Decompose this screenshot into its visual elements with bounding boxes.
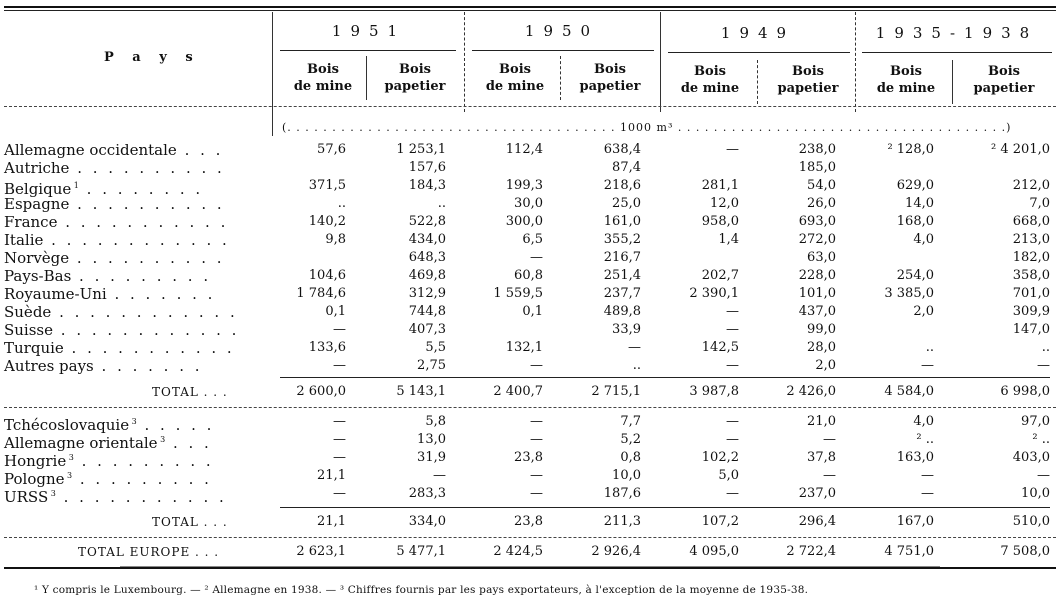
total-east-rule-bottom: [4, 537, 1056, 538]
west-cell-11-3: —: [628, 340, 641, 355]
west-cell-7-2: 60,8: [514, 268, 543, 283]
west-cell-8-7: 701,0: [1012, 286, 1050, 301]
west-cell-7-1: 469,8: [408, 268, 446, 283]
west-cell-0-5: 238,0: [798, 142, 836, 157]
west-cell-8-6: 3 385,0: [884, 286, 934, 301]
col-bois-papetier-1935: Bois papetier: [973, 64, 1035, 96]
west-cell-3-2: 30,0: [514, 196, 543, 211]
total-west-rule-bottom: [4, 407, 1056, 408]
west-country-11: [4, 339, 235, 357]
west-cell-9-2: 0,1: [522, 304, 543, 319]
west-cell-9-6: 2,0: [913, 304, 934, 319]
west-cell-9-7: 309,9: [1012, 304, 1050, 319]
leader-dots: . . .: [165, 434, 212, 452]
total-east-rule-top: [280, 507, 1050, 508]
west-cell-10-5: 99,0: [807, 322, 836, 337]
country-name: Norvège: [4, 249, 70, 267]
leader-dots: . . . . . . . . . . .: [57, 213, 229, 231]
leader-dots: . . . . . . . . . . . .: [43, 231, 230, 249]
west-cell-4-6: 168,0: [896, 214, 934, 229]
leader-dots: . . . . .: [136, 416, 215, 434]
west-cell-11-2: 132,1: [505, 340, 543, 355]
west-cell-11-4: 142,5: [701, 340, 739, 355]
west-cell-5-6: 4,0: [913, 232, 934, 247]
top-rule-thin: [4, 10, 1056, 11]
total-europe-cell-0: 2 623,1: [296, 544, 346, 559]
west-cell-8-0: 1 784,6: [296, 286, 346, 301]
year-underline-1950: [472, 50, 654, 51]
country-name: Espagne: [4, 195, 70, 213]
subdivider-1951: [366, 56, 367, 100]
country-name: Suisse: [4, 321, 54, 339]
west-cell-2-0: 371,5: [308, 178, 346, 193]
leader-dots: . . . . . . . . . .: [69, 159, 225, 177]
west-cell-1-5: 185,0: [798, 160, 836, 175]
year-underline-1951: [280, 50, 456, 51]
leader-dots: . . .: [176, 141, 224, 159]
divider-1951: [464, 12, 465, 112]
east-cell-4-3: 187,6: [603, 486, 641, 501]
west-cell-11-6: ..: [925, 340, 934, 355]
west-cell-10-3: 33,9: [612, 322, 641, 337]
west-cell-9-0: 0,1: [325, 304, 346, 319]
east-cell-1-7: ² ..: [1032, 432, 1050, 447]
east-cell-3-3: 10,0: [612, 468, 641, 483]
west-cell-7-5: 228,0: [798, 268, 836, 283]
country-name: Allemagne orientale: [4, 434, 158, 452]
west-cell-11-5: 28,0: [807, 340, 836, 355]
header-rule: [4, 106, 1056, 107]
west-cell-6-1: 648,3: [408, 250, 446, 265]
leader-dots: . . . . . . . . . .: [69, 195, 225, 213]
west-cell-5-7: 213,0: [1012, 232, 1050, 247]
total-east-cell-0: 21,1: [317, 514, 346, 529]
subdivider-1950: [560, 56, 561, 100]
footnote-marker: 3: [48, 489, 56, 498]
total-east-cell-6: 167,0: [896, 514, 934, 529]
west-cell-4-7: 668,0: [1012, 214, 1050, 229]
east-cell-2-4: 102,2: [701, 450, 739, 465]
total-west-cell-3: 2 715,1: [591, 384, 641, 399]
west-cell-0-4: —: [726, 142, 739, 157]
total-europe-cell-3: 2 926,4: [591, 544, 641, 559]
col-bois-de-mine-1949: Bois de mine: [680, 64, 740, 96]
west-cell-7-0: 104,6: [308, 268, 346, 283]
west-cell-12-2: —: [530, 358, 543, 373]
east-cell-4-5: 237,0: [798, 486, 836, 501]
col-bois-papetier-1950: Bois papetier: [579, 62, 641, 94]
col-bois-papetier-1949: Bois papetier: [777, 64, 839, 96]
west-cell-1-3: 87,4: [612, 160, 641, 175]
top-rule: [4, 6, 1056, 8]
west-cell-11-1: 5,5: [425, 340, 446, 355]
east-cell-2-6: 163,0: [896, 450, 934, 465]
east-cell-4-4: —: [726, 486, 739, 501]
col-bois-de-mine-1950: Bois de mine: [485, 62, 545, 94]
west-cell-5-3: 355,2: [603, 232, 641, 247]
footnote-marker: 3: [66, 453, 74, 462]
west-cell-9-3: 489,8: [603, 304, 641, 319]
country-name: Pologne: [4, 470, 65, 488]
west-cell-10-0: —: [333, 322, 346, 337]
west-cell-0-1: 1 253,1: [396, 142, 446, 157]
east-cell-3-7: —: [1037, 468, 1050, 483]
east-cell-0-5: 21,0: [807, 414, 836, 429]
leader-dots: . . . . . . .: [106, 285, 216, 303]
west-country-7: [4, 267, 211, 285]
west-country-8: [4, 285, 215, 303]
west-cell-3-7: 7,0: [1029, 196, 1050, 211]
west-country-4: [4, 213, 228, 231]
east-cell-1-4: —: [726, 432, 739, 447]
west-cell-0-6: ² 128,0: [887, 142, 934, 157]
total-west-cell-7: 6 998,0: [1000, 384, 1050, 399]
east-cell-0-4: —: [726, 414, 739, 429]
total-europe-label: TOTAL EUROPE . . .: [78, 545, 220, 559]
footnote: ¹ Y compris le Luxembourg. — ² Allemagne en 1938. — ³ Chiffres fournis par les pays exportateurs, à l'exception de la moyenne de 1935-38.: [34, 584, 809, 596]
west-cell-8-2: 1 559,5: [493, 286, 543, 301]
leader-dots: . . . . . . . . . . .: [55, 488, 227, 506]
west-cell-9-5: 437,0: [798, 304, 836, 319]
west-cell-7-3: 251,4: [603, 268, 641, 283]
west-country-12: [4, 357, 203, 375]
total-europe-cell-1: 5 477,1: [396, 544, 446, 559]
country-name: Royaume-Uni: [4, 285, 107, 303]
divider-1950: [660, 12, 661, 112]
total-west-cell-6: 4 584,0: [884, 384, 934, 399]
west-cell-0-0: 57,6: [317, 142, 346, 157]
west-cell-10-7: 147,0: [1012, 322, 1050, 337]
west-cell-2-1: 184,3: [408, 178, 446, 193]
footnote-marker: 3: [157, 435, 166, 444]
west-country-5: [4, 231, 230, 249]
west-country-1: [4, 159, 225, 177]
west-cell-11-7: ..: [1041, 340, 1050, 355]
country-name: Autriche: [4, 159, 70, 177]
west-cell-3-6: 14,0: [905, 196, 934, 211]
year-underline-1949: [668, 52, 850, 53]
west-cell-4-2: 300,0: [505, 214, 543, 229]
west-cell-3-3: 25,0: [612, 196, 641, 211]
leader-dots: . . . . . . . . . . . .: [53, 321, 240, 339]
country-name: Italie: [4, 231, 44, 249]
total-west-cell-4: 3 987,8: [689, 384, 739, 399]
west-cell-2-5: 54,0: [807, 178, 836, 193]
total-europe-cell-5: 2 722,4: [786, 544, 836, 559]
west-cell-4-4: 958,0: [701, 214, 739, 229]
east-cell-2-2: 23,8: [514, 450, 543, 465]
west-cell-3-4: 12,0: [710, 196, 739, 211]
divider-1949: [855, 12, 856, 112]
subdivider-1935: [952, 60, 953, 104]
leader-dots: . . . . . . . . . . .: [63, 339, 235, 357]
leader-dots: . . . . . . . . .: [72, 470, 212, 488]
country-name: France: [4, 213, 58, 231]
east-cell-3-5: —: [823, 468, 836, 483]
country-name: Suède: [4, 303, 52, 321]
country-name: Pays-Bas: [4, 267, 72, 285]
west-cell-6-3: 216,7: [603, 250, 641, 265]
east-cell-0-0: —: [333, 414, 346, 429]
west-cell-4-3: 161,0: [603, 214, 641, 229]
east-cell-0-3: 7,7: [620, 414, 641, 429]
west-cell-8-1: 312,9: [408, 286, 446, 301]
east-cell-4-1: 283,3: [408, 486, 446, 501]
west-cell-2-4: 281,1: [701, 178, 739, 193]
total-europe-cell-6: 4 751,0: [884, 544, 934, 559]
total-east-cell-4: 107,2: [701, 514, 739, 529]
west-cell-8-3: 237,7: [603, 286, 641, 301]
unit-line: (. . . . . . . . . . . . . . . . . . . . . . . . . . . . . . . . . . . . . 1000 m³ . . . . . . . . . . . . . . . . . . . . . . . . . . . . . . . . . . . . .): [282, 121, 1012, 134]
east-cell-2-7: 403,0: [1012, 450, 1050, 465]
year-header-1949: 1949: [720, 24, 796, 42]
west-cell-7-4: 202,7: [701, 268, 739, 283]
divider-pays: [272, 12, 273, 136]
total-east-cell-3: 211,3: [603, 514, 641, 529]
col-bois-papetier-1951: Bois papetier: [384, 62, 446, 94]
country-name: Belgique: [4, 180, 72, 198]
west-cell-9-4: —: [726, 304, 739, 319]
leader-dots: . . . . . . . . . .: [69, 249, 225, 267]
west-country-10: [4, 321, 239, 339]
west-cell-9-1: 744,8: [408, 304, 446, 319]
west-cell-12-6: —: [921, 358, 934, 373]
west-cell-5-2: 6,5: [522, 232, 543, 247]
east-cell-1-0: —: [333, 432, 346, 447]
east-cell-2-0: —: [333, 450, 346, 465]
east-cell-4-0: —: [333, 486, 346, 501]
total-west-label: TOTAL . . .: [152, 385, 228, 399]
east-cell-4-6: —: [921, 486, 934, 501]
total-europe-cell-4: 4 095,0: [689, 544, 739, 559]
west-country-6: [4, 249, 225, 267]
west-cell-10-1: 407,3: [408, 322, 446, 337]
west-cell-0-2: 112,4: [505, 142, 543, 157]
footnote-rule: [120, 566, 940, 567]
country-name: Allemagne occidentale: [4, 141, 177, 159]
total-east-cell-7: 510,0: [1012, 514, 1050, 529]
east-cell-0-7: 97,0: [1021, 414, 1050, 429]
total-west-rule-top: [280, 377, 1050, 378]
west-cell-8-4: 2 390,1: [689, 286, 739, 301]
west-cell-1-1: 157,6: [408, 160, 446, 175]
west-cell-6-7: 182,0: [1012, 250, 1050, 265]
year-header-1951: 1951: [331, 22, 407, 40]
east-cell-3-2: —: [530, 468, 543, 483]
west-country-3: [4, 195, 225, 213]
east-cell-2-1: 31,9: [417, 450, 446, 465]
country-name: Turquie: [4, 339, 64, 357]
total-west-cell-0: 2 600,0: [296, 384, 346, 399]
total-europe-cell-2: 2 424,5: [493, 544, 543, 559]
west-cell-0-3: 638,4: [603, 142, 641, 157]
leader-dots: . . . . . . . . . . . .: [51, 303, 238, 321]
west-cell-2-7: 212,0: [1012, 178, 1050, 193]
pays-header: P a y s: [104, 50, 200, 65]
east-cell-3-6: —: [921, 468, 934, 483]
leader-dots: . . . . . . . . .: [73, 452, 214, 470]
west-cell-4-5: 693,0: [798, 214, 836, 229]
total-east-cell-5: 296,4: [798, 514, 836, 529]
leader-dots: . . . . . . .: [93, 357, 203, 375]
west-cell-0-7: ² 4 201,0: [991, 142, 1050, 157]
west-cell-5-1: 434,0: [408, 232, 446, 247]
bottom-rule: [4, 567, 1056, 569]
west-cell-12-1: 2,75: [417, 358, 446, 373]
east-cell-0-2: —: [530, 414, 543, 429]
east-cell-2-3: 0,8: [620, 450, 641, 465]
west-cell-5-0: 9,8: [325, 232, 346, 247]
east-cell-3-1: —: [433, 468, 446, 483]
west-cell-11-0: 133,6: [308, 340, 346, 355]
footnote-marker: 3: [129, 417, 137, 426]
west-cell-12-3: ..: [632, 358, 641, 373]
year-header-1950: 1950: [524, 22, 600, 40]
west-cell-4-1: 522,8: [408, 214, 446, 229]
west-cell-2-6: 629,0: [896, 178, 934, 193]
west-cell-12-5: 2,0: [815, 358, 836, 373]
west-cell-2-2: 199,3: [505, 178, 543, 193]
total-west-cell-2: 2 400,7: [493, 384, 543, 399]
west-cell-10-4: —: [726, 322, 739, 337]
east-cell-3-0: 21,1: [317, 468, 346, 483]
leader-dots: . . . . . . . . .: [71, 267, 212, 285]
total-west-cell-5: 2 426,0: [786, 384, 836, 399]
west-cell-12-4: —: [726, 358, 739, 373]
east-cell-4-7: 10,0: [1021, 486, 1050, 501]
west-country-9: [4, 303, 238, 321]
west-cell-8-5: 101,0: [798, 286, 836, 301]
east-cell-4-2: —: [530, 486, 543, 501]
leader-dots: . . . . . . . .: [78, 180, 204, 198]
total-west-cell-1: 5 143,1: [396, 384, 446, 399]
east-cell-0-1: 5,8: [425, 414, 446, 429]
west-cell-2-3: 218,6: [603, 178, 641, 193]
west-cell-5-4: 1,4: [718, 232, 739, 247]
east-cell-0-6: 4,0: [913, 414, 934, 429]
country-name: Hongrie: [4, 452, 67, 470]
total-east-cell-1: 334,0: [408, 514, 446, 529]
west-cell-12-0: —: [333, 358, 346, 373]
total-east-label: TOTAL . . .: [152, 515, 228, 529]
col-bois-de-mine-1951: Bois de mine: [293, 62, 353, 94]
west-country-0: [4, 141, 223, 159]
west-cell-6-5: 63,0: [807, 250, 836, 265]
country-name: Autres pays: [4, 357, 94, 375]
total-east-cell-2: 23,8: [514, 514, 543, 529]
west-cell-5-5: 272,0: [798, 232, 836, 247]
east-cell-3-4: 5,0: [718, 468, 739, 483]
east-cell-1-3: 5,2: [620, 432, 641, 447]
west-cell-7-6: 254,0: [896, 268, 934, 283]
east-cell-1-5: —: [823, 432, 836, 447]
west-cell-3-5: 26,0: [807, 196, 836, 211]
east-country-4: [4, 485, 227, 506]
subdivider-1949: [757, 60, 758, 104]
year-header-1935-1938: 1935-1938: [875, 24, 1039, 42]
col-bois-de-mine-1935: Bois de mine: [876, 64, 936, 96]
west-cell-3-1: ..: [437, 196, 446, 211]
footnote-marker: 3: [64, 471, 73, 480]
west-cell-7-7: 358,0: [1012, 268, 1050, 283]
total-europe-cell-7: 7 508,0: [1000, 544, 1050, 559]
west-cell-3-0: ..: [337, 196, 346, 211]
west-cell-12-7: —: [1037, 358, 1050, 373]
footnote-marker: 1: [71, 181, 79, 190]
country-name: Tchécoslovaquie: [4, 416, 130, 434]
country-name: URSS: [4, 488, 49, 506]
east-cell-1-2: —: [530, 432, 543, 447]
year-underline-1935: [862, 52, 1052, 53]
west-cell-4-0: 140,2: [308, 214, 346, 229]
east-cell-2-5: 37,8: [807, 450, 836, 465]
east-cell-1-6: ² ..: [916, 432, 934, 447]
west-cell-6-2: —: [530, 250, 543, 265]
east-cell-1-1: 13,0: [417, 432, 446, 447]
